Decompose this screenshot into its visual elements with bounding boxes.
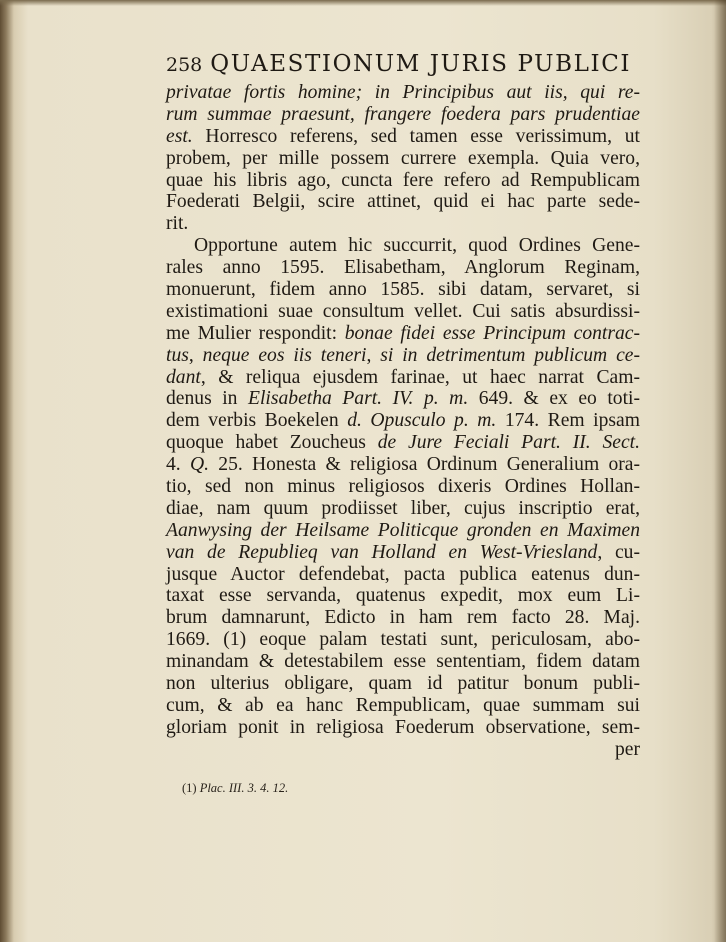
text-line: gloriam ponit in religiosa Foederum observatione, sem-	[166, 716, 640, 738]
text-line	[166, 520, 640, 542]
footnote-marker: (1)	[182, 781, 197, 795]
body-text	[166, 82, 640, 739]
text-segment: de Jure Feciali Part. II. Sect.	[377, 432, 641, 454]
running-title: QUAESTIONUM JURIS PUBLICI	[210, 51, 632, 77]
text-line: quae his libris ago, cuncta fere refero ad Rempublicam	[166, 169, 640, 191]
text-line	[166, 367, 640, 389]
text-line	[166, 410, 640, 432]
text-block	[166, 48, 640, 761]
text-line	[166, 126, 640, 148]
running-header	[166, 48, 640, 82]
text-line	[166, 388, 640, 410]
text-line: taxat esse servanda, quatenus expedit, mox eum Li-	[166, 585, 640, 607]
text-line: brum damnarunt, Edicto in ham rem facto 28. Maj.	[166, 607, 640, 629]
text-segment: d. Opusculo p. m.	[347, 410, 497, 432]
text-segment: Aanwysing der Heilsame Politicque gronden en Maximen	[166, 519, 640, 541]
text-segment: est.	[166, 125, 193, 147]
text-line	[166, 345, 640, 367]
text-line: privatae fortis homine; in Principibus aut iis, qui re-	[166, 82, 640, 103]
text-segment: ,	[366, 344, 381, 366]
text-segment: 174. Rem ipsam	[496, 410, 640, 432]
text-segment: si in detrimentum publicum ce-	[380, 344, 641, 366]
text-line	[166, 432, 640, 454]
text-segment: , cu-	[597, 541, 640, 563]
text-segment: Horresco referens, sed tamen esse verissimum, ut	[192, 125, 640, 147]
text-segment: van de Republieq van Holland en West-Vriesland	[166, 541, 598, 563]
page-top-edge	[0, 0, 726, 6]
text-line: Opportune autem hic succurrit, quod Ordines Gene-	[194, 235, 640, 257]
text-segment: ,	[188, 344, 203, 366]
footnote-reference: Plac. III. 3. 4. 12.	[199, 781, 289, 795]
text-line: rum summae praesunt, frangere foedera pars prudentiae	[166, 103, 640, 125]
text-line: monuerunt, fidem anno 1585. sibi datam, servaret, si	[166, 279, 640, 301]
text-line: existimationi suae consultum vellet. Cui satis absurdissi-	[166, 300, 640, 322]
text-line: jusque Auctor defendebat, pacta publica eatenus dun-	[166, 563, 640, 585]
text-line: tio, sed non minus religiosos dixeris Ordines Hollan-	[166, 476, 640, 498]
text-line: rit.	[166, 213, 189, 235]
text-segment: tus	[166, 344, 189, 366]
text-line: probem, per mille possem currere exempla. Quia vero,	[166, 147, 640, 169]
text-line	[166, 542, 640, 564]
text-segment: neque eos iis teneri	[202, 344, 367, 366]
text-line: diae, nam quum prodiisset liber, cujus inscriptio erat,	[166, 497, 640, 519]
text-segment: Elisabetha Part. IV. p. m.	[248, 388, 469, 410]
text-segment: me Mulier respondit:	[166, 322, 345, 344]
page-number: 258	[166, 54, 203, 76]
text-segment: , & reliqua ejusdem farinae, ut haec narrat Cam-	[200, 366, 640, 388]
text-line	[166, 454, 640, 476]
text-line	[166, 323, 640, 345]
text-segment: 25. Honesta & religiosa Ordinum Generalium ora-	[209, 454, 640, 476]
text-line: Foederati Belgii, scire attinet, quid ei hac parte sede-	[166, 191, 640, 213]
text-line: 1669. (1) eoque palam testati sunt, periculosam, abo-	[166, 629, 640, 651]
footnote	[182, 781, 288, 796]
text-line: non ulterius obligare, quam id patitur bonum publi-	[166, 673, 640, 695]
text-segment: dant	[166, 366, 201, 388]
text-segment: 649. & ex eo toti-	[468, 388, 641, 410]
text-segment: Q.	[189, 454, 210, 476]
text-segment: bonae fidei esse Principum contrac-	[344, 322, 641, 344]
catchword: per	[614, 738, 640, 760]
text-segment: 4.	[166, 454, 190, 476]
text-line: minandam & detestabilem esse sententiam, fidem datam	[166, 651, 640, 673]
text-line: rales anno 1595. Elisabetham, Anglorum Reginam,	[166, 257, 640, 279]
text-line: cum, & ab ea hanc Rempublicam, quae summam sui	[166, 694, 640, 716]
text-segment: dem verbis Boekelen	[166, 410, 348, 432]
text-segment: quoque habet Zoucheus	[166, 432, 378, 454]
text-segment: denus in	[166, 388, 248, 410]
